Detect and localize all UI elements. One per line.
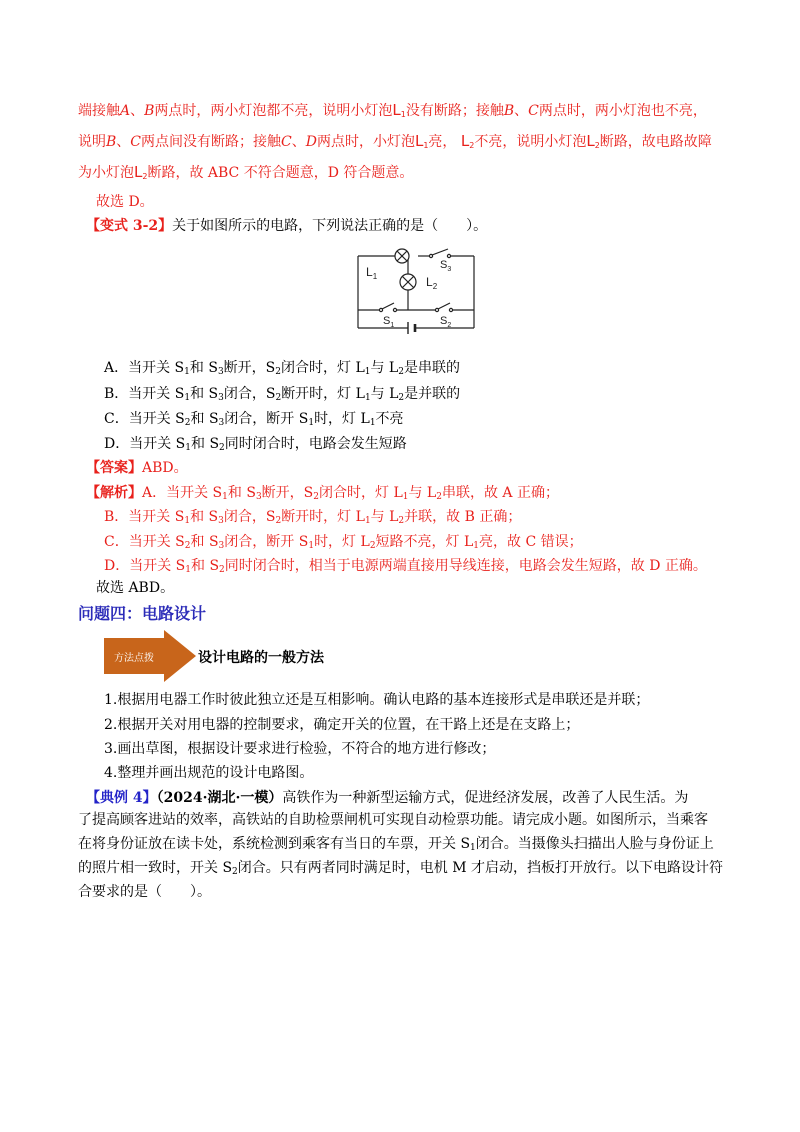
- circuit-diagram: [352, 244, 484, 338]
- example-line-1: 【典例 4】（2024·湖北·一模）高铁作为一种新型运输方式，促进经济发展，改善了人民生活。为: [86, 790, 689, 806]
- analysis-b: B．当开关 $S_1$和 $S_3$闭合，$S_2$断开时，灯 $L_1$与 $L_2$并联，故 B 正确；: [104, 509, 522, 526]
- label-s3: $S_3$: [440, 259, 452, 273]
- variant-tag: 【变式 3-2】: [86, 218, 173, 234]
- analysis-c: C．当开关 $S_2$和 $S_3$闭合，断开 $S_1$时，灯 $L_2$短路不亮，灯 $L_1$亮，故 C 错误；: [104, 534, 583, 551]
- battery-icon: [408, 322, 415, 334]
- symbol-l2: $L_2$: [586, 132, 600, 150]
- step-2: 2.根据开关对用电器的控制要求，确定开关的位置，在干路上还是在支路上；: [104, 717, 580, 733]
- symbol-l2: $L_2$: [460, 132, 475, 150]
- variant-question-text: 关于如图所示的电路，下列说法正确的是（ ）。: [172, 218, 488, 234]
- example-line-5: 合要求的是（ ）。: [78, 884, 211, 900]
- analysis-tag: 【解析】: [86, 485, 142, 501]
- step-4: 4.整理并画出规范的设计电路图。: [104, 765, 314, 781]
- option-a: A．当开关 $S_1$和 $S_3$断开，$S_2$闭合时，灯 $L_1$与 $L_2$是串联的: [104, 360, 460, 377]
- section-title: 问题四：电路设计: [78, 604, 207, 623]
- answer-value: ABD。: [142, 460, 188, 476]
- example-source: （2024·湖北·一模）: [156, 790, 283, 806]
- analysis-line-2: 说明B、C两点间没有断路；接触C、D两点时，小灯泡$L_1$亮， $L_2$不亮，说明小灯泡$L_2$断路，故电路故障: [78, 132, 712, 150]
- switch-s3-icon: [429, 249, 450, 258]
- label-s2: $S_2$: [440, 315, 452, 329]
- answer-tag: 【答案】: [86, 460, 142, 476]
- analysis-line-3: 为小灯泡$L_2$断路，故 ABC 不符合题意，D 符合题意。: [78, 163, 414, 181]
- lamp-l2-icon: [400, 274, 416, 290]
- switch-s1-icon: [379, 303, 396, 312]
- option-d: D．当开关 $S_1$和 $S_2$同时闭合时，电路会发生短路: [104, 436, 407, 453]
- example-line-4: 的照片相一致时，开关 $S_2$闭合。只有两者同时满足时，电机 M 才启动，挡板打开放行。以下电路设计符: [78, 860, 724, 877]
- answer-line: [86, 458, 188, 478]
- symbol-l1: $L_1$: [392, 101, 406, 119]
- method-title: 设计电路的一般方法: [198, 650, 324, 666]
- label-l1: $L_1$: [366, 265, 378, 281]
- step-3: 3.画出草图，根据设计要求进行检验，不符合的地方进行修改；: [104, 741, 496, 757]
- analysis-d: D．当开关 $S_1$和 $S_2$同时闭合时，相当于电源两端直接用导线连接，电路会发生短路，故 D 正确。: [104, 558, 707, 575]
- switch-s2-icon: [435, 303, 452, 312]
- analysis-line-1: 端接触A、B两点时，两小灯泡都不亮，说明小灯泡$L_1$没有断路；接触B、C两点时，两小灯泡也不亮，: [78, 101, 707, 119]
- example-tag: 【典例 4】: [86, 790, 157, 806]
- point-b: B: [144, 103, 155, 119]
- analysis-conclusion-abd: 故选 ABD。: [96, 580, 175, 596]
- symbol-l1: $L_1$: [414, 132, 429, 150]
- label-l2: $L_2$: [426, 275, 438, 291]
- analysis-a: 【解析】A．当开关 $S_1$和 $S_3$断开，$S_2$闭合时，灯 $L_1$与 $L_2$串联，故 A 正确；: [86, 485, 559, 502]
- badge-label: 方法点拨: [114, 653, 154, 664]
- option-b: B．当开关 $S_1$和 $S_3$闭合，$S_2$断开时，灯 $L_1$与 $L_2$是并联的: [104, 386, 461, 403]
- example-line-3: 在将身份证放在读卡处，系统检测到乘客有当日的车票，开关 $S_1$闭合。当摄像头扫描出人脸与身份证上: [78, 836, 714, 853]
- example-line-2: 了提高顾客进站的效率，高铁站的自助检票闸机可实现自动检票功能。请完成小题。如图所示，当乘客: [78, 812, 708, 828]
- step-1: 1.根据用电器工作时彼此独立还是互相影响。确认电路的基本连接形式是串联还是并联；: [104, 692, 650, 708]
- method-badge: [104, 630, 196, 682]
- variant-question: [86, 216, 487, 236]
- point-a: A: [120, 103, 131, 119]
- symbol-l2: $L_2$: [134, 163, 148, 181]
- label-s1: $S_1$: [383, 315, 395, 329]
- analysis-conclusion: 故选 D。: [96, 194, 154, 210]
- lamp-l1-icon: [395, 249, 409, 263]
- option-c: C．当开关 $S_2$和 $S_3$闭合，断开 $S_1$时，灯 $L_1$不亮: [104, 411, 404, 428]
